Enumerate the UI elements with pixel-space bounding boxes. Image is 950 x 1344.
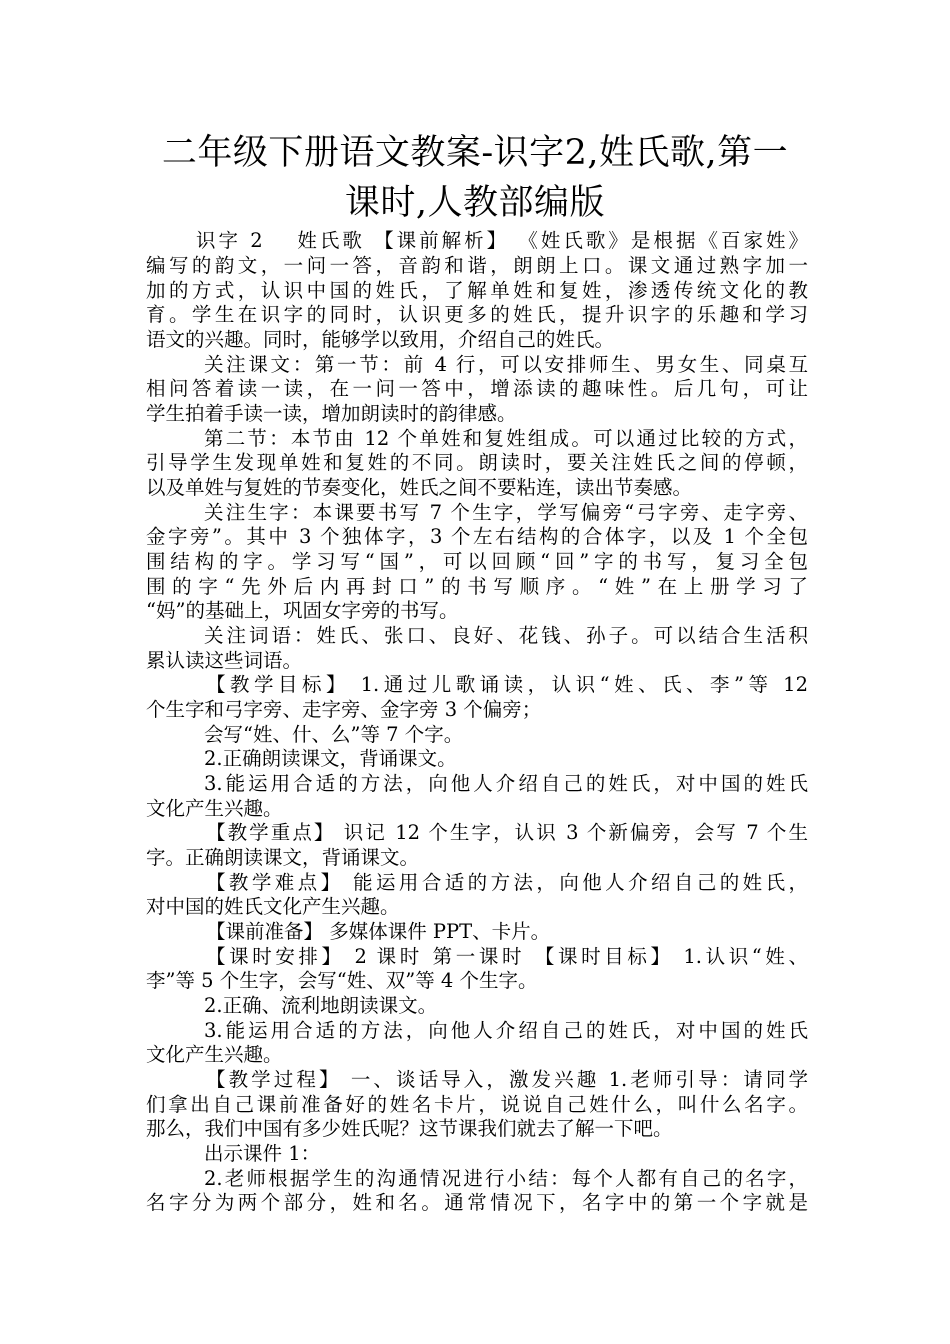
text-line: 【课时安排】 2 课时 第一课时 【课时目标】 1.认识“姓、	[206, 945, 808, 968]
text-line: 个生字和弓字旁、走字旁、金字旁 3 个偏旁；	[146, 698, 542, 721]
text-line: 会写“姓、什、么”等 7 个字。	[204, 723, 464, 746]
text-line: 2.正确、流利地朗读课文。	[204, 994, 438, 1017]
text-line: 加的方式，认识中国的姓氏，了解单姓和复姓，渗透传统文化的教	[146, 279, 808, 302]
document-title-line-1: 二年级下册语文教案-识字2,姓氏歌,第一	[161, 133, 789, 173]
text-line: 以及单姓与复姓的节奏变化，姓氏之间不要粘连，读出节奏感。	[146, 476, 693, 499]
text-line: 名字分为两个部分，姓和名。通常情况下，名字中的第一个字就是	[146, 1191, 808, 1214]
text-line: 引导学生发现单姓和复姓的不同。朗读时，要关注姓氏之间的停顿，	[146, 451, 808, 474]
text-line: 3.能运用合适的方法，向他人介绍自己的姓氏，对中国的姓氏	[204, 1019, 808, 1042]
text-line: 【课前准备】 多媒体课件 PPT、卡片。	[206, 920, 551, 943]
text-line: 关注生字：本课要书写 7 个生字，学写偏旁“弓字旁、走字旁、	[204, 501, 808, 524]
text-line: 关注词语：姓氏、张口、良好、花钱、孙子。可以结合生活积	[204, 624, 808, 647]
text-line: 【教学重点】 识记 12 个生字，认识 3 个新偏旁，会写 7 个生	[206, 821, 808, 844]
text-line: “妈”的基础上，巩固女字旁的书写。	[146, 599, 459, 622]
document-title-line-2: 课时,人教部编版	[344, 183, 606, 223]
text-line: 出示课件 1：	[204, 1142, 321, 1165]
text-line: 【教学过程】 一、谈话导入，激发兴趣 1.老师引导：请同学	[206, 1068, 808, 1091]
text-line: 围的字“先外后内再封口”的书写顺序。“姓”在上册学习了	[146, 575, 808, 598]
text-line: 语文的兴趣。同时，能够学以致用，介绍自己的姓氏。	[146, 328, 615, 351]
text-line: 【教学目标】 1.通过儿歌诵读，认识“姓、氏、李”等 12	[206, 673, 808, 696]
text-line: 学生拍着手读一读，增加朗读时的韵律感。	[146, 402, 517, 425]
text-line: 编写的韵文，一问一答，音韵和谐，朗朗上口。课文通过熟字加一	[146, 254, 808, 277]
text-line: 那么，我们中国有多少姓氏呢？这节课我们就去了解一下吧。	[146, 1117, 673, 1140]
text-line: 累认读这些词语。	[146, 649, 303, 672]
text-line: 【教学难点】 能运用合适的方法，向他人介绍自己的姓氏，	[206, 871, 808, 894]
text-line: 们拿出自己课前准备好的姓名卡片，说说自己姓什么，叫什么名字。	[146, 1093, 808, 1116]
text-line: 字。正确朗读课文，背诵课文。	[146, 846, 420, 869]
text-line: 2.正确朗读课文，背诵课文。	[204, 747, 457, 770]
text-line: 围结构的字。学习写“国”，可以回顾“回”字的书写，复习全包	[146, 550, 808, 573]
text-line: 第二节：本节由 12 个单姓和复姓组成。可以通过比较的方式，	[204, 427, 808, 450]
text-line: 文化产生兴趣。	[146, 1043, 283, 1066]
text-line: 相问答着读一读，在一问一答中，增添读的趣味性。后几句，可让	[146, 377, 808, 400]
text-line: 2.老师根据学生的沟通情况进行小结：每个人都有自己的名字，	[204, 1167, 808, 1190]
text-line: 育。学生在识字的同时，认识更多的姓氏，提升识字的乐趣和学习	[146, 303, 808, 326]
text-line: 对中国的姓氏文化产生兴趣。	[146, 895, 400, 918]
text-line: 李”等 5 个生字，会写“姓、双”等 4 个生字。	[146, 969, 538, 992]
text-line: 关注课文：第一节：前 4 行，可以安排师生、男女生、同桌互	[204, 353, 808, 376]
text-line: 金字旁”。其中 3 个独体字，3 个左右结构的合体字，以及 1 个全包	[146, 525, 808, 548]
text-line: 识字 2 姓氏歌 【课前解析】 《姓氏歌》是根据《百家姓》	[196, 229, 808, 252]
text-line: 文化产生兴趣。	[146, 797, 283, 820]
text-line: 3.能运用合适的方法，向他人介绍自己的姓氏，对中国的姓氏	[204, 772, 808, 795]
